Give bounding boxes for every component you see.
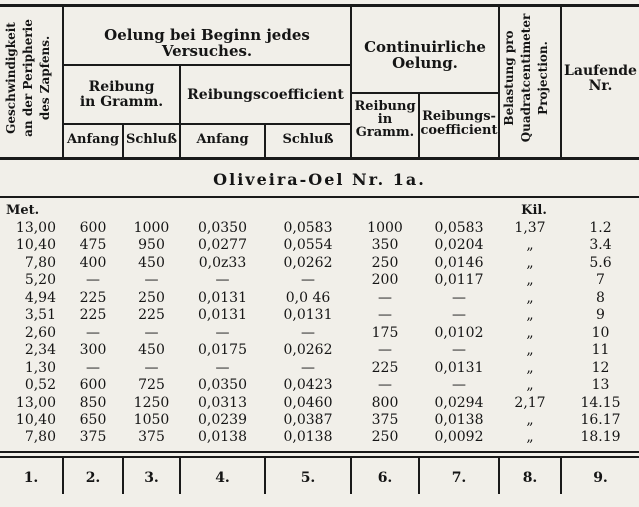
- column-number: 9.: [593, 470, 608, 486]
- cell-cont-coeff: 0,0131: [434, 359, 484, 376]
- cell-coeff-schluss: 0,0262: [283, 254, 333, 271]
- cell-coeff-anfang: 0,0131: [198, 307, 247, 324]
- cell-reibung-anfang: 400: [79, 254, 107, 271]
- cell-laufende-nr: 5.6: [589, 254, 612, 271]
- cont-coefficient-header: Reibungs- coefficient: [420, 109, 498, 138]
- cell-reibung-schluss: 950: [138, 237, 165, 254]
- laufende-nr-header: Laufende Nr.: [564, 63, 637, 94]
- cell-speed: 2,60: [24, 324, 56, 341]
- cell-coeff-schluss: 0,0262: [283, 342, 333, 359]
- rule-under-subheads: [62, 123, 350, 125]
- belastung-header-line-3: Projection.: [536, 41, 550, 115]
- cell-coeff-schluss: 0,0 46: [285, 289, 331, 306]
- cell-cont-coeff: —: [452, 377, 466, 394]
- cell-belastung: „: [526, 429, 534, 446]
- column-number: 6.: [377, 470, 393, 486]
- cell-speed: 10,40: [15, 411, 56, 428]
- cell-coeff-anfang: 0,0350: [198, 377, 247, 394]
- cont-reibung-header: Reibung in Gramm.: [354, 99, 416, 140]
- rule-under-continuirliche: [350, 92, 498, 94]
- cell-laufende-nr: 9: [596, 307, 605, 324]
- cell-reibung-anfang: 600: [79, 377, 107, 394]
- belastung-header-line-2: Quadratcentimeter: [519, 13, 533, 143]
- column-number: 7.: [451, 470, 467, 486]
- cell-speed: 2,34: [24, 342, 56, 359]
- speed-header-line-3: des Zapfens.: [38, 35, 52, 121]
- cell-coeff-schluss: —: [301, 272, 315, 289]
- cell-laufende-nr: 13: [591, 377, 610, 394]
- cell-coeff-anfang: 0,0239: [198, 411, 247, 428]
- cell-reibung-anfang: 475: [79, 237, 107, 254]
- cell-coeff-schluss: 0,0554: [283, 237, 333, 254]
- cell-cont-reibung: —: [378, 377, 392, 394]
- cell-reibung-anfang: 300: [79, 342, 107, 359]
- cell-belastung: 1,37: [514, 220, 546, 236]
- section-title: Oliveira-Oel Nr. 1a.: [213, 170, 426, 189]
- cell-laufende-nr: 18.19: [580, 429, 621, 446]
- cell-belastung: „: [526, 411, 534, 428]
- cell-reibung-schluss: 1050: [133, 411, 170, 428]
- cell-belastung: 2,17: [514, 394, 546, 411]
- anfang-header-1: Anfang: [66, 132, 120, 147]
- cell-speed: 7,80: [24, 254, 56, 271]
- cell-laufende-nr: 12: [591, 359, 610, 376]
- cell-belastung: „: [526, 272, 534, 289]
- cell-cont-coeff: 0,0294: [434, 394, 484, 411]
- cell-coeff-schluss: 0,0138: [283, 429, 333, 446]
- reibung-gramm-header: Reibung in Gramm.: [79, 79, 164, 110]
- cell-belastung: „: [526, 254, 534, 271]
- cell-cont-reibung: —: [378, 342, 392, 359]
- cell-coeff-anfang: 0,0138: [198, 429, 247, 446]
- col-divider-7: [498, 5, 500, 158]
- cell-reibung-anfang: 850: [79, 394, 107, 411]
- cell-reibung-schluss: 1000: [133, 220, 170, 236]
- cell-cont-reibung: —: [378, 289, 392, 306]
- cell-reibung-anfang: —: [86, 272, 100, 289]
- cell-cont-coeff: 0,0583: [434, 220, 484, 236]
- oelung-beginn-header: Oelung bei Beginn jedes Versuches.: [104, 26, 310, 60]
- body-bottom-rule-2: [0, 456, 639, 458]
- cell-cont-coeff: 0,0102: [434, 324, 484, 341]
- cell-reibung-schluss: 725: [138, 377, 165, 394]
- cell-laufende-nr: 10: [591, 324, 610, 341]
- cell-cont-coeff: 0,0117: [434, 272, 484, 289]
- cell-belastung: „: [526, 324, 534, 341]
- cell-cont-reibung: 1000: [367, 220, 403, 236]
- column-number: 4.: [215, 470, 230, 486]
- schluss-header-1: Schluß: [125, 132, 178, 147]
- anfang-header-2: Anfang: [196, 132, 249, 147]
- cell-belastung: „: [526, 289, 534, 306]
- cell-laufende-nr: 1.2: [589, 220, 612, 236]
- cell-cont-coeff: —: [452, 342, 466, 359]
- cell-cont-reibung: 250: [371, 429, 399, 446]
- cell-coeff-anfang: 0,0175: [198, 342, 247, 359]
- cell-cont-reibung: 800: [371, 394, 399, 411]
- cell-coeff-anfang: 0,0z33: [198, 254, 247, 271]
- column-number: 3.: [144, 470, 159, 486]
- cell-speed: 5,20: [24, 272, 56, 289]
- cell-reibung-anfang: 375: [79, 429, 107, 446]
- cell-reibung-schluss: 225: [138, 307, 165, 324]
- cell-reibung-schluss: 450: [138, 254, 165, 271]
- cell-belastung: „: [526, 307, 534, 324]
- cell-speed: 3,51: [24, 307, 56, 324]
- speed-header-line-2: an der Peripherie: [21, 19, 35, 137]
- cell-cont-reibung: 225: [371, 359, 399, 376]
- cell-reibung-schluss: —: [144, 359, 159, 376]
- cell-coeff-schluss: 0,0583: [283, 220, 333, 236]
- cell-coeff-schluss: —: [301, 359, 315, 376]
- cell-cont-reibung: 175: [371, 324, 399, 341]
- cell-cont-reibung: —: [378, 307, 392, 324]
- cell-belastung: „: [526, 359, 534, 376]
- cell-cont-coeff: 0,0138: [434, 411, 484, 428]
- cell-speed: 10,40: [15, 237, 56, 254]
- speed-header-line-1: Geschwindigkeit: [4, 22, 18, 134]
- cell-speed: 4,94: [24, 289, 56, 306]
- cell-laufende-nr: 11: [591, 342, 610, 359]
- cell-coeff-anfang: 0,0350: [198, 220, 247, 236]
- cell-coeff-anfang: —: [215, 324, 230, 341]
- cell-coeff-anfang: —: [215, 359, 230, 376]
- cell-reibung-schluss: 450: [138, 342, 165, 359]
- cell-laufende-nr: 16.17: [580, 411, 621, 428]
- body-bottom-rule-1: [0, 451, 639, 453]
- cell-reibung-anfang: 225: [79, 289, 107, 306]
- cell-coeff-schluss: 0,0387: [283, 411, 333, 428]
- header-bottom-rule: [0, 157, 639, 160]
- unit-load-label: Kil.: [521, 203, 547, 218]
- cell-belastung: „: [526, 342, 534, 359]
- cell-cont-reibung: 350: [371, 237, 399, 254]
- cell-reibung-anfang: —: [86, 324, 100, 341]
- cell-coeff-schluss: —: [301, 324, 315, 341]
- cell-speed: 13,00: [15, 394, 56, 411]
- continuirliche-oelung-header: Continuirliche Oelung.: [364, 38, 486, 72]
- cell-coeff-anfang: —: [215, 272, 230, 289]
- cell-reibung-anfang: 600: [79, 220, 107, 236]
- unit-speed-label: Met.: [6, 203, 40, 218]
- cell-speed: 1,30: [24, 359, 56, 376]
- cell-coeff-anfang: 0,0277: [198, 237, 247, 254]
- cell-cont-coeff: —: [452, 307, 466, 324]
- cell-belastung: „: [526, 377, 534, 394]
- cell-cont-reibung: 375: [371, 411, 399, 428]
- rule-under-oelung-title: [62, 64, 350, 66]
- reibungscoefficient-header: Reibungscoefficient: [187, 87, 344, 103]
- cell-speed: 7,80: [24, 429, 56, 446]
- belastung-header-line-1: Belastung pro: [502, 30, 516, 126]
- column-number: 8.: [522, 470, 538, 486]
- cell-reibung-anfang: 225: [79, 307, 107, 324]
- section-title-rule: [0, 196, 639, 198]
- cell-reibung-schluss: 250: [138, 289, 165, 306]
- cell-reibung-schluss: —: [144, 272, 159, 289]
- cell-cont-reibung: 250: [371, 254, 399, 271]
- cell-laufende-nr: 8: [596, 289, 605, 306]
- cell-cont-reibung: 200: [371, 272, 399, 289]
- column-number: 1.: [23, 470, 39, 486]
- cell-belastung: „: [526, 237, 534, 254]
- cell-reibung-schluss: 1250: [133, 394, 170, 411]
- cell-reibung-schluss: —: [144, 324, 159, 341]
- cell-cont-coeff: 0,0092: [434, 429, 484, 446]
- cell-coeff-schluss: 0,0423: [283, 377, 333, 394]
- cell-reibung-anfang: —: [86, 359, 100, 376]
- column-number: 2.: [85, 470, 101, 486]
- cell-reibung-schluss: 375: [138, 429, 165, 446]
- cell-coeff-anfang: 0,0313: [198, 394, 247, 411]
- column-number: 5.: [300, 470, 316, 486]
- cell-reibung-anfang: 650: [79, 411, 107, 428]
- cell-laufende-nr: 3.4: [589, 237, 612, 254]
- cell-laufende-nr: 7: [596, 272, 605, 289]
- cell-speed: 13,00: [15, 220, 56, 236]
- cell-coeff-schluss: 0,0131: [283, 307, 333, 324]
- cell-laufende-nr: 14.15: [580, 394, 621, 411]
- cell-speed: 0,52: [24, 377, 56, 394]
- cell-cont-coeff: 0,0146: [434, 254, 484, 271]
- cell-cont-coeff: 0,0204: [434, 237, 484, 254]
- cell-cont-coeff: —: [452, 289, 466, 306]
- schluss-header-2: Schluß: [282, 132, 334, 147]
- cell-coeff-anfang: 0,0131: [198, 289, 247, 306]
- cell-coeff-schluss: 0,0460: [283, 394, 333, 411]
